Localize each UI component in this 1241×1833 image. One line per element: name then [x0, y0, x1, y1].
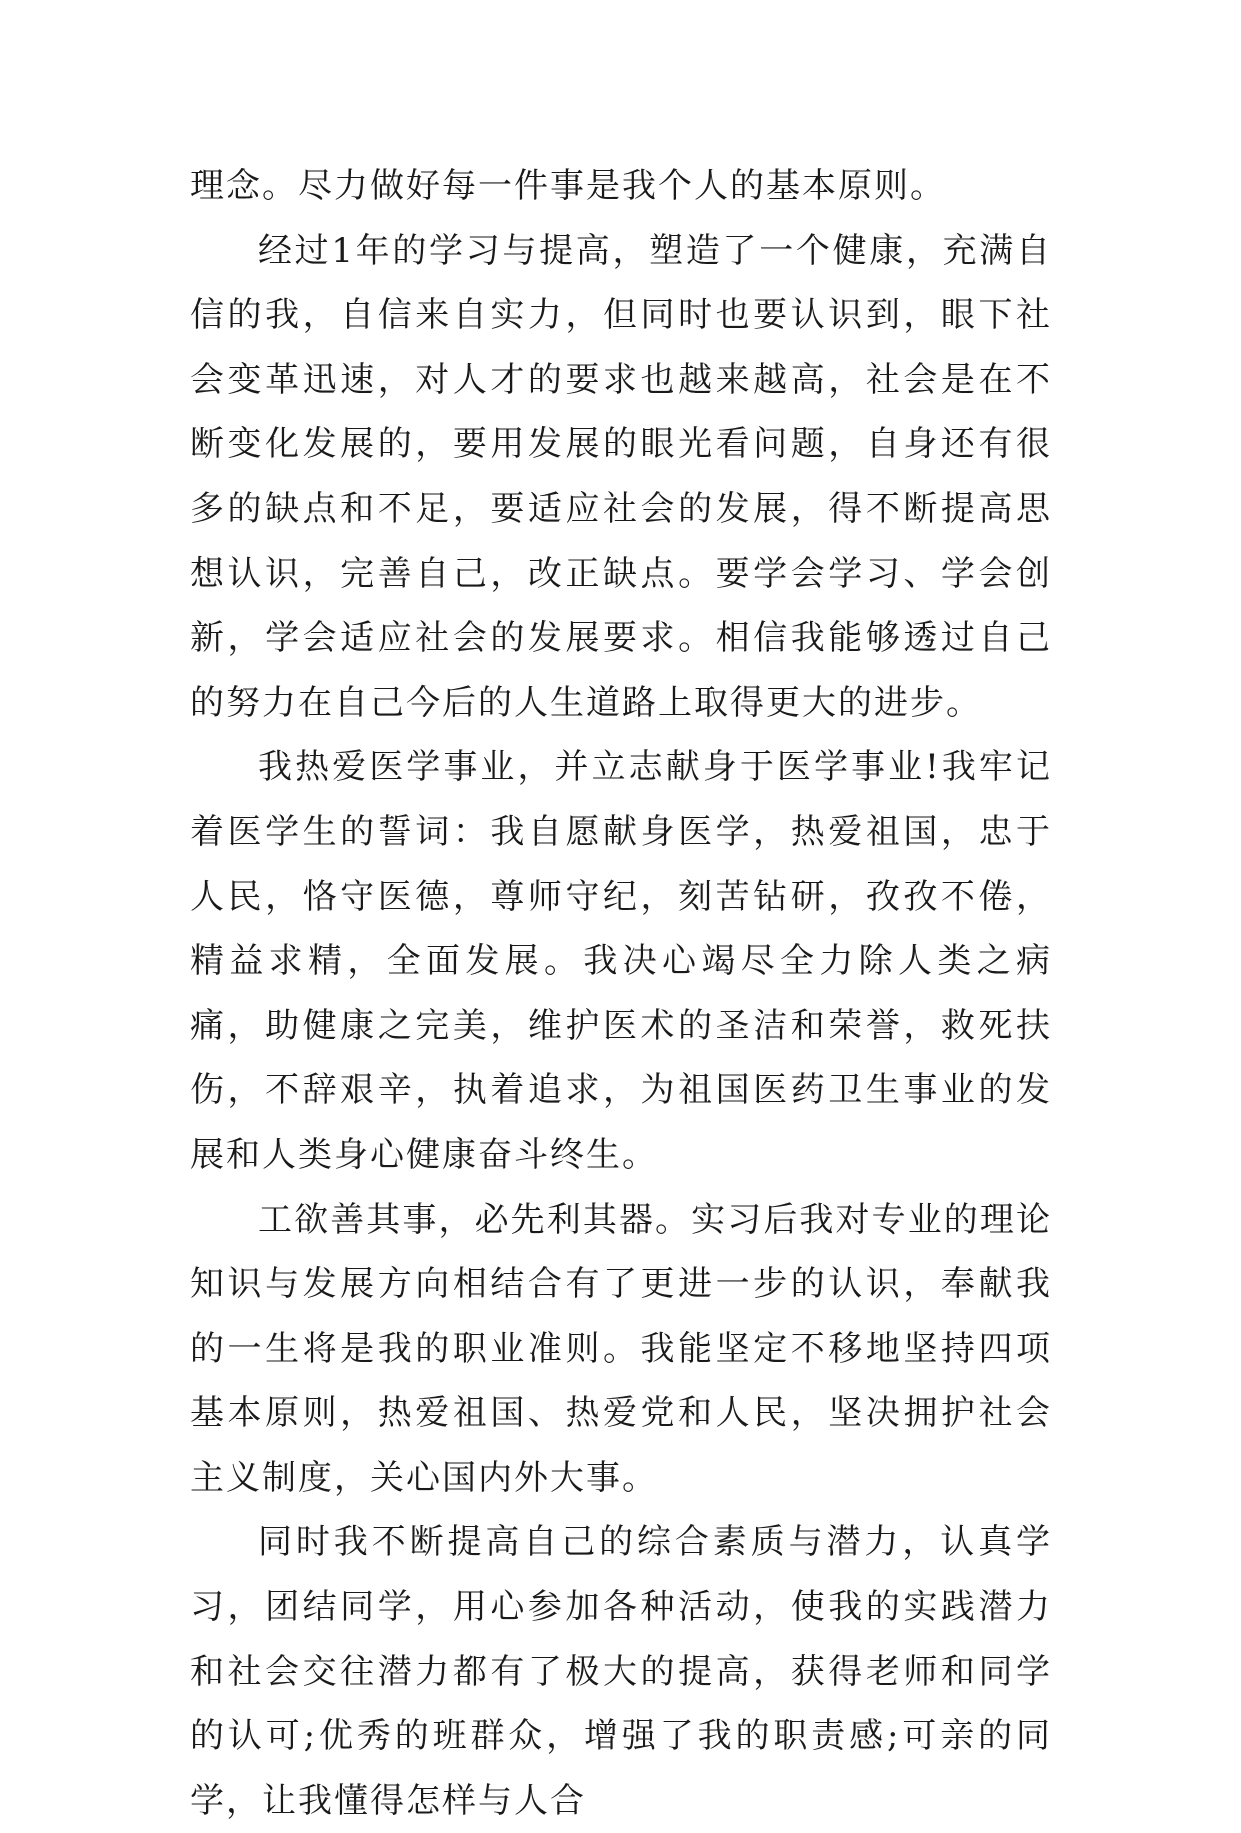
paragraph-4: 工欲善其事，必先利其器。实习后我对专业的理论知识与发展方向相结合有了更进一步的认识，奉献我的一生将是我的职业准则。我能坚定不移地坚持四项基本原则，热爱祖国、热爱党和人民，坚决拥护社会主义制度，关心国内外大事。	[190, 1199, 1052, 1498]
paragraph-5: 同时我不断提高自己的综合素质与潜力，认真学习，团结同学，用心参加各种活动，使我的实践潜力和社会交往潜力都有了极大的提高，获得老师和同学的认可;优秀的班群众，增强了我的职责感;可亲的同学，让我懂得怎样与人合	[190, 1522, 1052, 1821]
paragraph-1: 理念。尽力做好每一件事是我个人的基本原则。	[190, 166, 946, 206]
document-body	[190, 154, 1052, 1833]
paragraph-3: 我热爱医学事业，并立志献身于医学事业!我牢记着医学生的誓词：我自愿献身医学，热爱祖国，忠于人民，恪守医德，尊师守纪，刻苦钻研，孜孜不倦，精益求精，全面发展。我决心竭尽全力除人类之病痛，助健康之完美，维护医术的圣洁和荣誉，救死扶伤，不辞艰辛，执着追求，为祖国医药卫生事业的发展和人类身心健康奋斗终生。	[190, 747, 1052, 1175]
paragraph-2: 经过1年的学习与提高，塑造了一个健康，充满自信的我，自信来自实力，但同时也要认识到，眼下社会变革迅速，对人才的要求也越来越高，社会是在不断变化发展的，要用发展的眼光看问题，自身还有很多的缺点和不足，要适应社会的发展，得不断提高思想认识，完善自己，改正缺点。要学会学习、学会创新，学会适应社会的发展要求。相信我能够透过自己的努力在自己今后的人生道路上取得更大的进步。	[190, 230, 1052, 723]
